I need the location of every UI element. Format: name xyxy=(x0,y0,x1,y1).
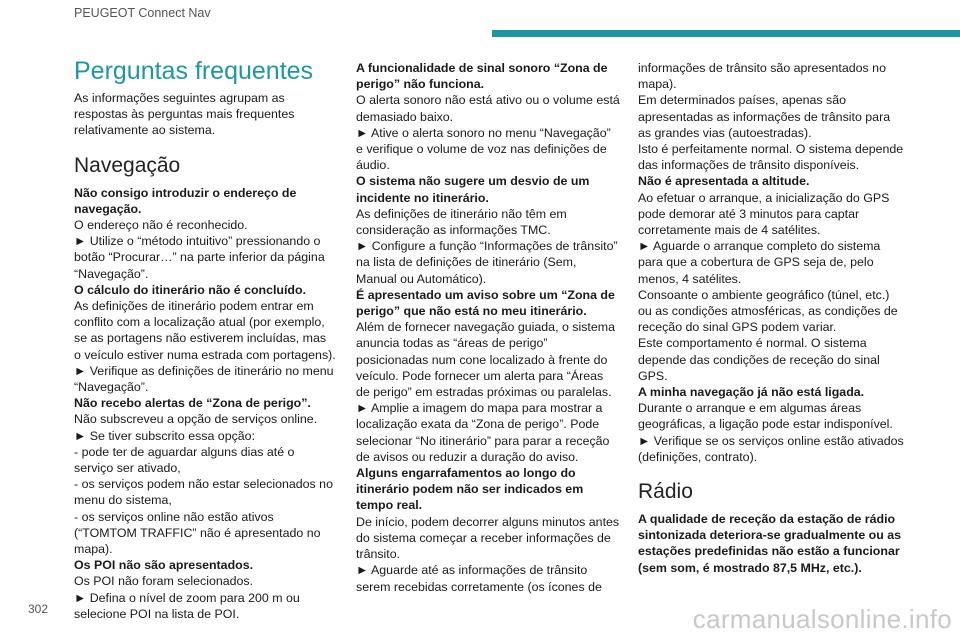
faq-text: Durante o arranque e em algumas áreas geográficas, a ligação pode estar indisponível. xyxy=(638,401,893,432)
faq-action: ► Aguarde o arranque completo do sistema para que a cobertura de GPS seja de, pelo menos, 4 satélites. xyxy=(638,238,904,287)
faq-question: Não recebo alertas de “Zona de perigo”. xyxy=(74,396,311,411)
faq-text: - os serviços online não estão ativos (“TOMTOM TRAFFIC” não é apresentado no mapa). xyxy=(74,509,321,557)
faq-text: O endereço não é reconhecido. xyxy=(74,218,248,233)
column-2 xyxy=(356,60,620,595)
faq-action: ► Configure a função “Informações de trânsito” na lista de definições de itinerário (Sem, Manual ou Automático). xyxy=(356,238,620,287)
faq-text: - pode ter de aguardar alguns dias até o serviço ser ativado, xyxy=(74,444,295,476)
running-header: PEUGEOT Connect Nav xyxy=(74,6,211,20)
faq-text: As definições de itinerário podem entrar em conflito com a localização atual (por exemplo, se as portagens não estiverem incluídas, mas o veículo estiver numa estrada com portagens). xyxy=(74,299,336,362)
navigation-heading: Navegação xyxy=(74,153,181,177)
faq-text: Os POI não foram selecionados. xyxy=(74,574,254,589)
faq-question: Não consigo introduzir o endereço de navegação. xyxy=(74,185,297,216)
faq-question: O cálculo do itinerário não é concluído. xyxy=(74,282,307,297)
faq-question: O sistema não sugere um desvio de um incidente no itinerário. xyxy=(356,174,590,205)
faq-action: ► Verifique as definições de itinerário no menu “Navegação”. xyxy=(74,363,336,395)
navigation-faq-continued xyxy=(356,60,620,595)
header-accent-bar xyxy=(492,30,960,37)
faq-text: O alerta sonoro não está ativo ou o volume está demasiado baixo. xyxy=(356,93,620,124)
faq-question: Não é apresentada a altitude. xyxy=(638,174,810,189)
faq-text: De início, podem decorrer alguns minutos antes do sistema começar a receber informações de trânsito. xyxy=(356,514,620,562)
section-title: Perguntas frequentes xyxy=(74,57,314,85)
faq-text: Isto é perfeitamente normal. O sistema depende das informações de trânsito disponíveis. xyxy=(638,142,904,173)
faq-text: Ao efetuar o arranque, a inicialização do GPS pode demorar até 3 minutos para captar corretamente mais de 4 satélites. xyxy=(638,190,890,238)
faq-action: ► Se tiver subscrito essa opção: xyxy=(74,428,336,444)
faq-text: Em determinados países, apenas são apresentadas as informações de trânsito para as grandes vias (autoestradas). xyxy=(638,93,891,140)
faq-question: É apresentado um aviso sobre um “Zona de perigo” que não está no meu itinerário. xyxy=(356,287,615,319)
faq-text: Não subscreveu a opção de serviços online. xyxy=(74,412,318,427)
faq-question: A funcionalidade de sinal sonoro “Zona de perigo” não funciona. xyxy=(356,61,608,92)
faq-question: Alguns engarrafamentos ao longo do itinerário podem não ser indicados em tempo real. xyxy=(356,466,584,513)
faq-text: Este comportamento é normal. O sistema depende das condições de receção do sinal GPS. xyxy=(638,336,880,383)
faq-text: informações de trânsito são apresentados no mapa). xyxy=(638,61,886,92)
navigation-faq xyxy=(74,185,336,622)
navigation-faq-end xyxy=(638,60,904,465)
faq-action: ► Verifique se os serviços online estão ativados (definições, contrato). xyxy=(638,433,904,465)
faq-question: A minha navegação já não está ligada. xyxy=(638,385,865,400)
faq-action: ► Defina o nível de zoom para 200 m ou selecione POI na lista de POI. xyxy=(74,590,336,622)
intro-paragraph: As informações seguintes agrupam as respostas às perguntas mais frequentes relativamente ao sistema. xyxy=(74,91,295,138)
faq-question: Os POI não são apresentados. xyxy=(74,558,254,573)
column-3 xyxy=(638,60,904,576)
faq-text: - os serviços podem não estar selecionados no menu do sistema, xyxy=(74,477,333,508)
faq-action: ► Utilize o “método intuitivo” pressionando o botão “Procurar…” na parte inferior da página “Navegação”. xyxy=(74,233,336,282)
radio-faq xyxy=(638,511,904,576)
faq-action: ► Ative o alerta sonoro no menu “Navegação” e verifique o volume de voz nas definições de áudio. xyxy=(356,125,620,174)
faq-text: Consoante o ambiente geográfico (túnel, etc.) ou as condições atmosféricas, as condições de receção do sinal GPS podem variar. xyxy=(638,287,898,335)
faq-question: A qualidade de receção da estação de rádio sintonizada deteriora-se gradualmente ou as estações predefinidas não estão a funcionar (sem som, é mostrado 87,5 MHz, etc.). xyxy=(638,512,902,575)
column-1 xyxy=(74,56,336,622)
faq-action: ► Aguarde até as informações de trânsito serem recebidas corretamente (os ícones de xyxy=(356,562,620,594)
watermark: carmanualsonline.info xyxy=(692,604,952,634)
faq-text: Além de fornecer navegação guiada, o sistema anuncia todas as “áreas de perigo” posicionadas num cone localizado à frente do veículo. Pode fornecer um alerta para “Áreas de perigo” em estradas próximas ou paralelas. xyxy=(356,320,615,400)
radio-heading: Rádio xyxy=(638,480,693,504)
page-number: 302 xyxy=(28,602,49,616)
faq-text: As definições de itinerário não têm em consideração as informações TMC. xyxy=(356,206,567,238)
faq-action: ► Amplie a imagem do mapa para mostrar a localização exata da “Zona de perigo”. Pode selecionar “No itinerário” para parar a receção de avisos ou reduzir a duração do aviso. xyxy=(356,400,620,465)
